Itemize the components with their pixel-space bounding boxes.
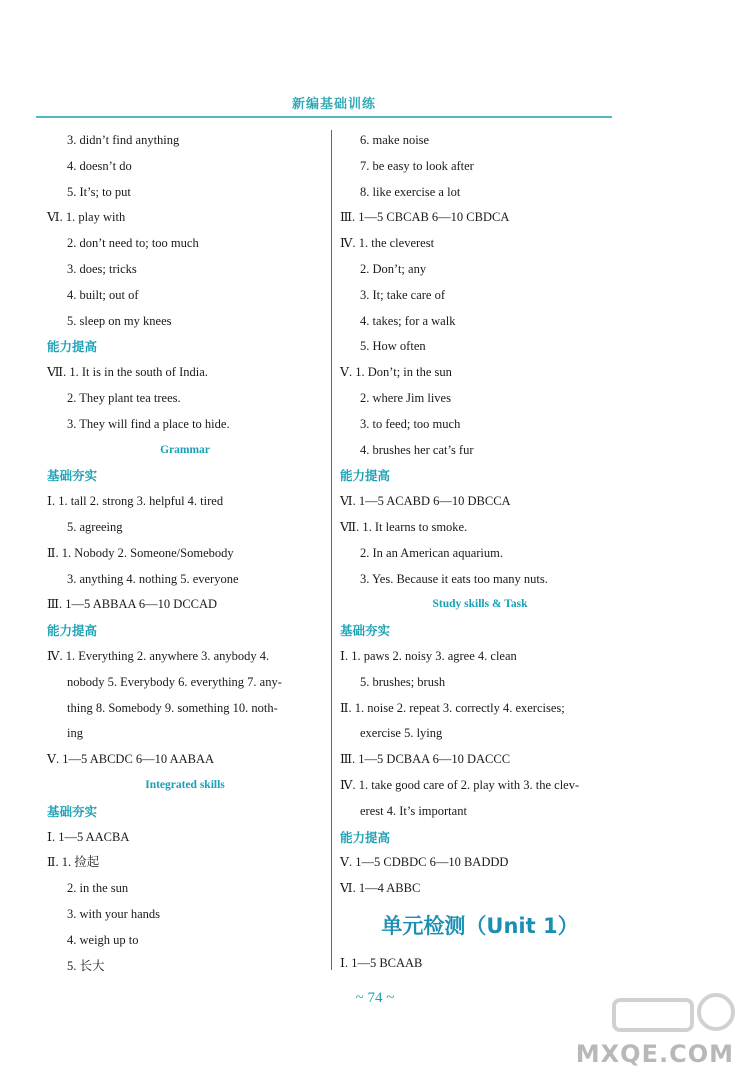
answer-line: 2. where Jim lives	[360, 390, 451, 405]
answer-line: Ⅵ. 1—5 ACABD 6—10 DBCCA	[340, 494, 511, 509]
section-heading: 能力提高	[47, 623, 98, 639]
answer-line: Ⅰ. 1—5 AACBA	[47, 829, 130, 844]
answer-line: Ⅱ. 1. Nobody 2. Someone/Somebody	[47, 545, 234, 560]
answer-line: Ⅱ. 1. noise 2. repeat 3. correctly 4. exercises;	[340, 700, 565, 715]
answer-line: 2. They plant tea trees.	[67, 390, 181, 405]
answer-line: Ⅵ. 1—4 ABBC	[340, 881, 421, 896]
answer-line: 4. built; out of	[67, 287, 139, 302]
answer-line: Ⅳ. 1. the cleverest	[340, 236, 435, 251]
answer-line: 3. They will find a place to hide.	[67, 416, 230, 431]
header-rule	[36, 116, 612, 118]
section-heading: 基础夯实	[340, 623, 391, 639]
answer-line: 2. in the sun	[67, 881, 129, 896]
answer-line: 5. It’s; to put	[67, 184, 131, 199]
right-column	[340, 128, 620, 977]
answer-line: 5. sleep on my knees	[67, 313, 172, 328]
answer-line: 4. brushes her cat’s fur	[360, 442, 474, 457]
header-title: 新编基础训练	[292, 96, 377, 111]
column-divider	[331, 130, 332, 970]
answer-line: Ⅳ. 1. Everything 2. anywhere 3. anybody 4.	[47, 648, 270, 663]
answer-line: exercise 5. lying	[360, 726, 443, 741]
answer-line: 4. doesn’t do	[67, 158, 132, 173]
watermark-text: MXQE.COM	[575, 1040, 734, 1068]
answer-line: Ⅳ. 1. take good care of 2. play with 3. the clev-	[340, 777, 580, 792]
answer-line: thing 8. Somebody 9. something 10. noth-	[67, 700, 278, 715]
answer-line: Ⅰ. 1. paws 2. noisy 3. agree 4. clean	[340, 648, 517, 663]
answer-line: 3. does; tricks	[67, 261, 137, 276]
answer-line: 3. to feed; too much	[360, 416, 461, 431]
answer-line: 5. How often	[360, 339, 426, 354]
answer-line: 3. anything 4. nothing 5. everyone	[67, 571, 239, 586]
section-heading: 基础夯实	[47, 468, 98, 484]
answer-line: 2. In an American aquarium.	[360, 545, 504, 560]
answer-line: 6. make noise	[360, 133, 430, 147]
left-column	[47, 128, 323, 979]
answer-line: Ⅰ. 1—5 BCAAB	[340, 955, 423, 970]
answer-line: 5. brushes; brush	[360, 674, 446, 689]
answer-line: Ⅲ. 1—5 ABBAA 6—10 DCCAD	[47, 597, 218, 612]
unit-test-title: 单元检测（Unit 1）	[381, 913, 579, 938]
answer-line: 4. takes; for a walk	[360, 313, 456, 328]
section-heading: 能力提高	[47, 339, 98, 355]
answer-line: Ⅴ. 1—5 ABCDC 6—10 AABAA	[47, 752, 215, 767]
answer-line: Ⅶ. 1. It learns to smoke.	[340, 519, 468, 534]
answer-line: Ⅴ. 1—5 CDBDC 6—10 BADDD	[340, 855, 509, 870]
answer-line: 2. Don’t; any	[360, 261, 427, 276]
answer-line: 3. didn’t find anything	[67, 133, 180, 147]
answer-line: 3. with your hands	[67, 906, 161, 921]
subsection-heading: Integrated skills	[145, 778, 225, 791]
answer-line: 3. Yes. Because it eats too many nuts.	[360, 571, 548, 586]
subsection-heading: Grammar	[160, 443, 210, 456]
answer-line: Ⅲ. 1—5 CBCAB 6—10 CBDCA	[340, 210, 510, 225]
answer-line: Ⅶ. 1. It is in the south of India.	[47, 365, 208, 380]
section-heading: 能力提高	[340, 829, 391, 845]
section-heading: 基础夯实	[47, 803, 98, 819]
answer-line: Ⅰ. 1. tall 2. strong 3. helpful 4. tired	[47, 494, 224, 509]
answer-line: ing	[67, 726, 83, 741]
answer-line: 7. be easy to look after	[360, 158, 474, 173]
answer-line: 5. agreeing	[67, 519, 123, 534]
answer-line: Ⅱ. 1. 捡起	[47, 855, 100, 870]
answer-line: nobody 5. Everybody 6. everything 7. any-	[67, 674, 282, 689]
answer-line: 5. 长大	[67, 958, 105, 973]
page-number: ~ 74 ~	[355, 990, 395, 1006]
answer-line: 4. weigh up to	[67, 932, 139, 947]
answer-line: 3. It; take care of	[360, 287, 446, 302]
section-heading: 能力提高	[340, 468, 391, 484]
answer-line: erest 4. It’s important	[360, 803, 467, 818]
answer-line: 8. like exercise a lot	[360, 184, 461, 199]
answer-line: 2. don’t need to; too much	[67, 236, 199, 251]
subsection-heading: Study skills & Task	[432, 598, 528, 611]
answer-line: Ⅵ. 1. play with	[47, 210, 126, 225]
answer-line: Ⅲ. 1—5 DCBAA 6—10 DACCC	[340, 752, 511, 767]
answer-line: Ⅴ. 1. Don’t; in the sun	[340, 365, 452, 380]
